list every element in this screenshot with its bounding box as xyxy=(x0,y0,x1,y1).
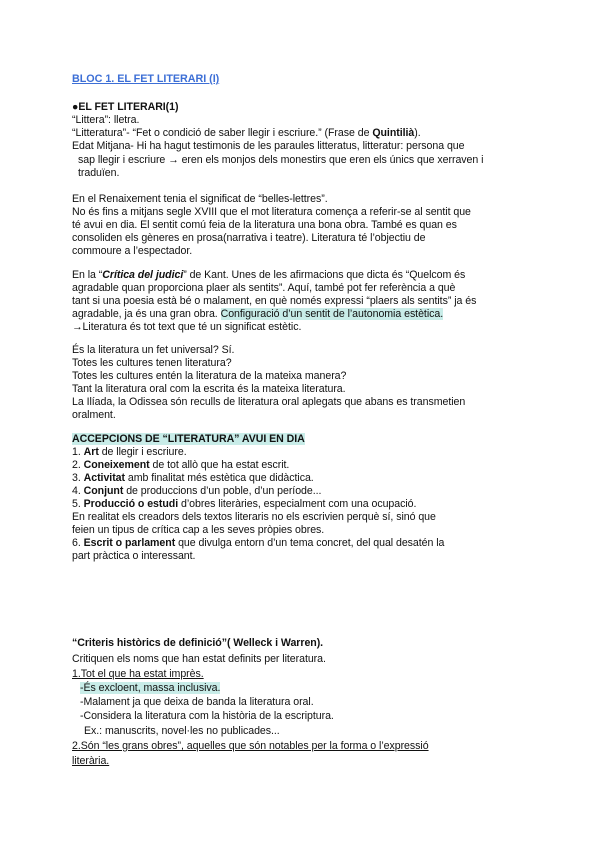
text-span: En la “ xyxy=(72,269,103,281)
paragraph-line: En el Renaixement tenia el significat de “belles-lettres”. xyxy=(72,193,328,205)
list-text: de tot allò que ha estat escrit. xyxy=(149,459,290,471)
section-heading-fet-literari: ●EL FET LITERARI(1) xyxy=(72,101,179,113)
author-name: Quintilià xyxy=(372,127,415,139)
paragraph-line: consoliden els gèneres en prosa(narrativa i teatre). Literatura té l’objectiu de xyxy=(72,232,426,244)
paragraph-line: →Literatura és tot text que té un significat estètic. xyxy=(72,321,302,333)
list-item xyxy=(72,498,542,511)
list-term: Conjunt xyxy=(83,485,124,497)
list-item xyxy=(72,459,542,472)
book-title: Crítica del judici xyxy=(102,269,184,281)
list-item xyxy=(72,537,542,550)
list-text: de produccions d’un poble, d’un període... xyxy=(123,485,322,497)
list-number: 5. xyxy=(72,498,84,510)
list-number: 2. xyxy=(72,459,84,471)
list-number: 1. xyxy=(72,446,84,458)
paragraph-line xyxy=(72,269,542,282)
list-text: de llegir i escriure. xyxy=(98,446,187,458)
list-term: Coneixement xyxy=(83,459,150,471)
list-term: Activitat xyxy=(83,472,125,484)
criterion-2: 2.Són “les grans obres”, aquelles que són notables per la forma o l’expressió xyxy=(72,740,429,752)
paragraph-line: sap llegir i escriure → eren els monjos dels monestirs que eren els únics que xerraven i xyxy=(78,154,484,166)
paragraph-line: No és fins a mitjans segle XVIII que el mot literatura comença a referir-se al sentit que xyxy=(72,206,471,218)
text-span: “Litteratura”- “Fet o condició de saber llegir i escriure.” (Frase de xyxy=(72,127,373,139)
list-item xyxy=(72,446,542,459)
paragraph-line: En realitat els creadors dels textos literaris no els escrivien perquè sí, sinó que xyxy=(72,511,436,523)
criterion-2-cont: literària. xyxy=(72,755,110,767)
paragraph-line: oralment. xyxy=(72,409,116,421)
sub-item: Ex.: manuscrits, novel·les no publicades... xyxy=(84,725,280,737)
sub-item: -Malament ja que deixa de banda la literatura oral. xyxy=(80,696,314,708)
sub-item: -Considera la literatura com la història de la escriptura. xyxy=(80,710,334,722)
paragraph-line: té avui en dia. El sentit comú feia de la literatura una bona obra. També es quan es xyxy=(72,219,457,231)
paragraph-line: La Ilíada, la Odissea són reculls de literatura oral aplegats que abans es transmetien xyxy=(72,396,466,408)
criterion-1: 1.Tot el que ha estat imprès. xyxy=(72,668,204,680)
list-item xyxy=(72,472,542,485)
paragraph-line: feien un tipus de crítica cap a les seves pròpies obres. xyxy=(72,524,325,536)
list-item xyxy=(72,485,542,498)
list-number: 4. xyxy=(72,485,84,497)
list-text: amb finalitat més estètica que didàctica. xyxy=(125,472,314,484)
paragraph-line: traduïen. xyxy=(78,167,120,179)
paragraph-line: Totes les cultures tenen literatura? xyxy=(72,357,232,369)
list-term: Escrit o parlament xyxy=(83,537,176,549)
highlighted-text: Configuració d’un sentit de l’autonomia estètica. xyxy=(220,308,444,320)
highlighted-text: -És excloent, massa inclusiva. xyxy=(80,682,221,694)
paragraph-line: És la literatura un fet universal? Sí. xyxy=(72,344,235,356)
list-text: d’obres literàries, especialment com una ocupació. xyxy=(178,498,417,510)
paragraph-line: Totes les cultures entén la literatura de la mateixa manera? xyxy=(72,370,347,382)
document-title[interactable]: BLOC 1. EL FET LITERARI (I) xyxy=(72,73,220,85)
text-span: ” de Kant. Unes de les afirmacions que dicta és “Quelcom és xyxy=(183,269,466,281)
paragraph-line: Critiquen els noms que han estat definits per literatura. xyxy=(72,653,326,665)
list-term: Producció o estudi xyxy=(83,498,179,510)
paragraph-line: Edat Mitjana- Hi ha hagut testimonis de les paraules litteratus, litteratur: persona que xyxy=(72,140,465,152)
list-number: 3. xyxy=(72,472,84,484)
text-span: agradable, ja és una gran obra. xyxy=(72,308,221,320)
list-term: Art xyxy=(83,446,99,458)
section-heading-criteris: “Criteris històrics de definició”( Welleck i Warren). xyxy=(72,637,324,649)
paragraph-line: “Littera”: lletra. xyxy=(72,114,140,126)
section-heading-accepcions xyxy=(72,433,542,446)
paragraph-line xyxy=(72,308,542,321)
paragraph-line: part pràctica o interessant. xyxy=(72,550,196,562)
paragraph-line: agradable quan proporciona plaer als sentits”. Aquí, també pot fer referència a què xyxy=(72,282,456,294)
highlighted-heading: ACCEPCIONS DE “LITERATURA” AVUI EN DIA xyxy=(72,433,305,445)
paragraph-line: commoure a l’espectador. xyxy=(72,245,193,257)
paragraph-line: Tant la literatura oral com la escrita és la mateixa literatura. xyxy=(72,383,346,395)
paragraph-line: tant si una poesia està bé o malament, en què només expressi “plaers als sentits” ja és xyxy=(72,295,477,307)
sub-item xyxy=(80,682,550,695)
list-number: 6. xyxy=(72,537,84,549)
list-text: que divulga entorn d’un tema concret, del qual desatén la xyxy=(175,537,445,549)
text-span: ). xyxy=(414,127,421,139)
paragraph-line xyxy=(72,127,542,140)
